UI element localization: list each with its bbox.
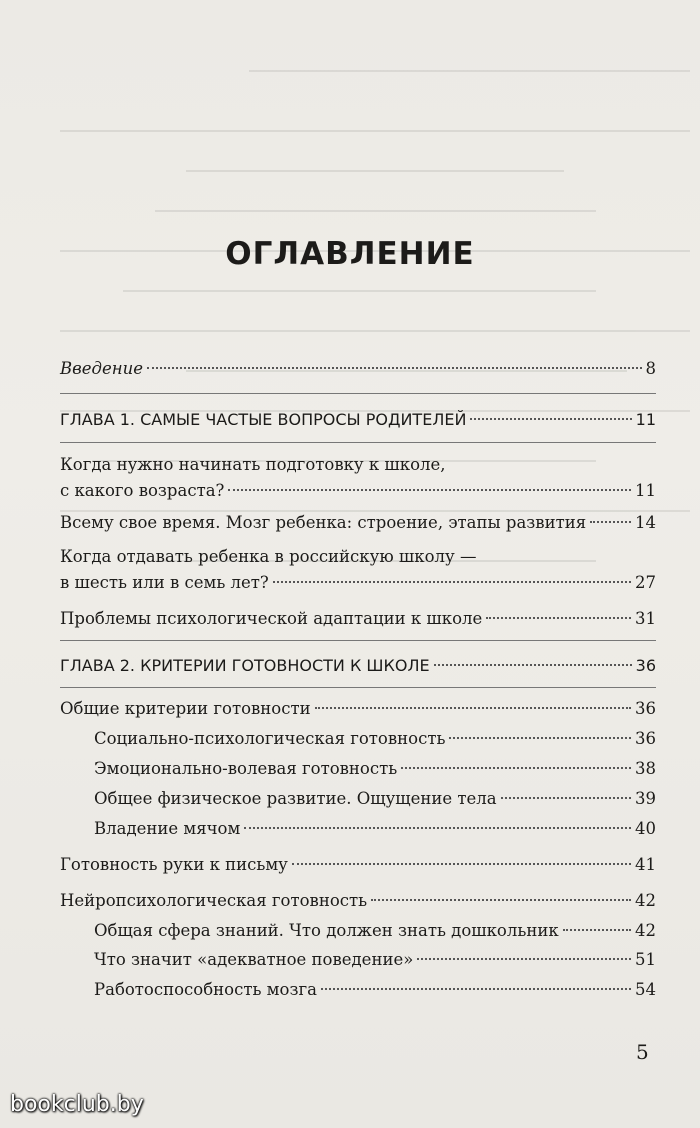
toc-entry-title: Нейропсихологическая готовность [60,891,368,910]
dot-leader [486,617,631,619]
toc-entry-title: в шесть или в семь лет? [60,573,269,592]
divider [60,393,656,394]
toc-subentry[interactable] [94,977,656,1003]
toc-entry[interactable] [60,696,656,722]
toc-subentry[interactable] [94,918,656,944]
toc-entry-title: Что значит «адекватное поведение» [94,950,414,969]
dot-leader [321,988,631,990]
dot-leader [292,863,631,865]
dot-leader [501,797,631,799]
toc-entry-page: 42 [635,891,656,910]
toc-entry-title: Владение мячом [94,819,241,838]
dot-leader [371,899,631,901]
dot-leader [590,521,631,523]
toc-subentry[interactable] [94,756,656,782]
toc-entry[interactable] [60,452,656,504]
toc-entry-page: 31 [635,609,656,628]
dot-leader [434,664,632,666]
dot-leader [449,737,631,739]
toc-entry-title: Проблемы психологической адаптации к школе [60,609,483,628]
toc-entry[interactable] [60,606,656,632]
dot-leader [147,367,642,369]
toc-entry[interactable] [60,510,656,536]
toc-entry-page: 42 [635,921,656,940]
toc-entry-title: Общие критерии готовности [60,699,311,718]
toc-entry-title: Работоспособность мозга [94,980,317,999]
toc-entry-title: Всему свое время. Мозг ребенка: строение, этапы развития [60,513,587,532]
toc-entry-page: 11 [635,481,656,500]
divider [60,640,656,641]
toc-entry-page: 41 [635,855,656,874]
dot-leader [401,767,631,769]
toc-entry-title: Готовность руки к письму [60,855,288,874]
toc-entry-title: Эмоционально-волевая готовность [94,759,398,778]
toc-entry-title: Введение [60,359,143,378]
dot-leader [315,707,631,709]
toc-entry-title: Общая сфера знаний. Что должен знать дошкольник [94,921,559,940]
toc-entry-page: 36 [635,656,656,675]
toc-subentry[interactable] [94,726,656,752]
toc-entry-page: 38 [635,759,656,778]
toc-subentry[interactable] [94,786,656,812]
toc-entry[interactable] [60,888,656,914]
toc-chapter-2[interactable] [60,653,656,679]
toc-entry-introduction[interactable] [60,356,656,382]
toc-entry-title-line1: Когда нужно начинать подготовку к школе, [60,455,446,474]
toc-entry-title: ГЛАВА 2. КРИТЕРИИ ГОТОВНОСТИ К ШКОЛЕ [60,656,430,675]
divider [60,687,656,688]
toc-entry-title: Социально-психологическая готовность [94,729,446,748]
dot-leader [417,958,631,960]
page-number: 5 [636,1040,649,1064]
toc-subentry[interactable] [94,947,656,973]
toc-entry-page: 36 [635,699,656,718]
toc-entry-title: с какого возраста? [60,481,225,500]
dot-leader [563,929,631,931]
toc-entry-page: 14 [635,513,656,532]
toc-entry-title: Общее физическое развитие. Ощущение тела [94,789,497,808]
toc-chapter-1[interactable] [60,407,656,433]
dot-leader [228,489,631,491]
toc-entry-page: 51 [635,950,656,969]
toc-entry-page: 39 [635,789,656,808]
toc-entry-title-line1: Когда отдавать ребенка в российскую школу — [60,547,477,566]
divider [60,442,656,443]
dot-leader [470,418,631,420]
toc-entry-page: 36 [635,729,656,748]
dot-leader [244,827,631,829]
toc-heading: ОГЛАВЛЕНИЕ [225,236,475,272]
toc-entry-page: 11 [635,410,656,429]
toc-entry-page: 54 [635,980,656,999]
toc-entry[interactable] [60,852,656,878]
toc-entry-title: ГЛАВА 1. САМЫЕ ЧАСТЫЕ ВОПРОСЫ РОДИТЕЛЕЙ [60,410,467,429]
toc-entry-page: 40 [635,819,656,838]
toc-subentry[interactable] [94,816,656,842]
toc-entry-page: 27 [635,573,656,592]
dot-leader [273,581,631,583]
toc-entry-page: 8 [645,359,656,378]
toc-entry[interactable] [60,544,656,596]
watermark: bookclub.by [10,1092,144,1117]
